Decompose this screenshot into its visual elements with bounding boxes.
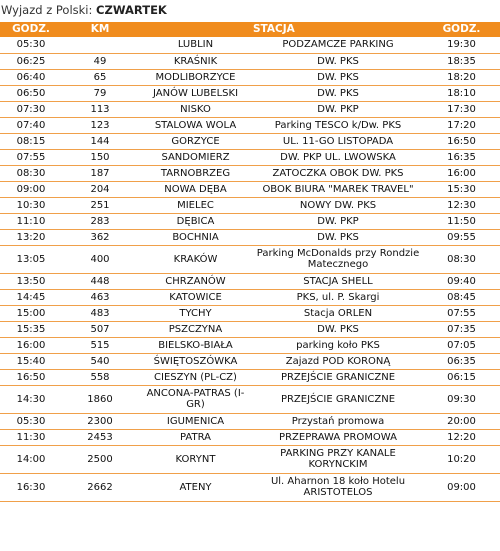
table-row xyxy=(0,353,500,369)
distance-km: 463 xyxy=(62,289,138,305)
return-time: 17:30 xyxy=(423,101,500,117)
station-name: DW. PKP UL. LWOWSKA xyxy=(253,149,423,165)
table-row xyxy=(0,321,500,337)
return-time: 20:00 xyxy=(423,413,500,429)
city-name: MIELEC xyxy=(138,197,253,213)
distance-km: 558 xyxy=(62,369,138,385)
city-name: IGUMENICA xyxy=(138,413,253,429)
station-name: PARKING PRZY KANALE KORYNCKIM xyxy=(253,445,423,473)
table-header xyxy=(0,22,500,37)
distance-km: 515 xyxy=(62,337,138,353)
schedule-table xyxy=(0,22,500,502)
city-name: KRAKÓW xyxy=(138,245,253,273)
title-prefix: Wyjazd z Polski: xyxy=(1,3,93,17)
col-header-city xyxy=(138,22,253,37)
station-name: Zajazd POD KORONĄ xyxy=(253,353,423,369)
distance-km: 362 xyxy=(62,229,138,245)
return-time: 08:45 xyxy=(423,289,500,305)
table-row xyxy=(0,337,500,353)
return-time: 18:20 xyxy=(423,69,500,85)
station-name: ZATOCZKA OBOK DW. PKS xyxy=(253,165,423,181)
table-row xyxy=(0,37,500,53)
city-name: MODLIBORZYCE xyxy=(138,69,253,85)
departure-time: 07:30 xyxy=(0,101,62,117)
station-name: PRZEJŚCIE GRANICZNE xyxy=(253,369,423,385)
city-name: LUBLIN xyxy=(138,37,253,53)
distance-km: 79 xyxy=(62,85,138,101)
departure-time: 11:30 xyxy=(0,429,62,445)
distance-km: 251 xyxy=(62,197,138,213)
distance-km: 1860 xyxy=(62,385,138,413)
station-name: UL. 11-GO LISTOPADA xyxy=(253,133,423,149)
return-time: 07:55 xyxy=(423,305,500,321)
return-time: 09:00 xyxy=(423,473,500,501)
col-header-return: GODZ. xyxy=(423,22,500,37)
return-time: 11:50 xyxy=(423,213,500,229)
table-row xyxy=(0,53,500,69)
distance-km: 49 xyxy=(62,53,138,69)
table-row xyxy=(0,413,500,429)
station-name: PKS, ul. P. Skargi xyxy=(253,289,423,305)
distance-km: 123 xyxy=(62,117,138,133)
departure-time: 13:50 xyxy=(0,273,62,289)
return-time: 08:30 xyxy=(423,245,500,273)
city-name: TYCHY xyxy=(138,305,253,321)
departure-time: 14:45 xyxy=(0,289,62,305)
table-row xyxy=(0,445,500,473)
return-time: 12:20 xyxy=(423,429,500,445)
table-row xyxy=(0,101,500,117)
station-name: DW. PKS xyxy=(253,85,423,101)
distance-km: 2453 xyxy=(62,429,138,445)
table-row xyxy=(0,181,500,197)
distance-km: 65 xyxy=(62,69,138,85)
return-time: 18:10 xyxy=(423,85,500,101)
table-row xyxy=(0,197,500,213)
station-name: parking koło PKS xyxy=(253,337,423,353)
station-name: Przystań promowa xyxy=(253,413,423,429)
distance-km: 483 xyxy=(62,305,138,321)
station-name: PODZAMCZE PARKING xyxy=(253,37,423,53)
departure-time: 05:30 xyxy=(0,37,62,53)
station-name: DW. PKS xyxy=(253,69,423,85)
departure-time: 13:20 xyxy=(0,229,62,245)
departure-time: 10:30 xyxy=(0,197,62,213)
departure-time: 07:55 xyxy=(0,149,62,165)
station-name: DW. PKS xyxy=(253,229,423,245)
station-name: Parking McDonalds przy Rondzie Matecznego xyxy=(253,245,423,273)
departure-time: 08:15 xyxy=(0,133,62,149)
table-row xyxy=(0,245,500,273)
city-name: DĘBICA xyxy=(138,213,253,229)
table-row xyxy=(0,289,500,305)
station-name: NOWY DW. PKS xyxy=(253,197,423,213)
city-name: ANCONA-PATRAS (I-GR) xyxy=(138,385,253,413)
distance-km: 2500 xyxy=(62,445,138,473)
table-row xyxy=(0,165,500,181)
departure-time: 06:40 xyxy=(0,69,62,85)
city-name: KRAŚNIK xyxy=(138,53,253,69)
city-name: BIELSKO-BIAŁA xyxy=(138,337,253,353)
station-name: DW. PKS xyxy=(253,53,423,69)
table-row xyxy=(0,305,500,321)
departure-time: 06:50 xyxy=(0,85,62,101)
distance-km: 187 xyxy=(62,165,138,181)
table-row xyxy=(0,133,500,149)
distance-km: 204 xyxy=(62,181,138,197)
city-name: JANÓW LUBELSKI xyxy=(138,85,253,101)
table-row xyxy=(0,273,500,289)
return-time: 19:30 xyxy=(423,37,500,53)
distance-km: 2662 xyxy=(62,473,138,501)
distance-km: 144 xyxy=(62,133,138,149)
return-time: 07:05 xyxy=(423,337,500,353)
return-time: 18:35 xyxy=(423,53,500,69)
table-row xyxy=(0,369,500,385)
departure-time: 16:50 xyxy=(0,369,62,385)
station-name: PRZEPRAWA PROMOWA xyxy=(253,429,423,445)
return-time: 16:00 xyxy=(423,165,500,181)
station-name: DW. PKP xyxy=(253,213,423,229)
return-time: 15:30 xyxy=(423,181,500,197)
distance-km xyxy=(62,37,138,53)
col-header-departure: GODZ. xyxy=(0,22,62,37)
city-name: PSZCZYNA xyxy=(138,321,253,337)
departure-time: 09:00 xyxy=(0,181,62,197)
city-name: ŚWIĘTOSZÓWKA xyxy=(138,353,253,369)
distance-km: 400 xyxy=(62,245,138,273)
table-row xyxy=(0,213,500,229)
departure-time: 08:30 xyxy=(0,165,62,181)
return-time: 09:30 xyxy=(423,385,500,413)
departure-time: 06:25 xyxy=(0,53,62,69)
title-day: CZWARTEK xyxy=(96,3,167,17)
distance-km: 448 xyxy=(62,273,138,289)
distance-km: 113 xyxy=(62,101,138,117)
station-name: Parking TESCO k/Dw. PKS xyxy=(253,117,423,133)
city-name: CIESZYN (PL-CZ) xyxy=(138,369,253,385)
return-time: 06:15 xyxy=(423,369,500,385)
col-header-station: STACJA xyxy=(253,22,423,37)
departure-time: 07:40 xyxy=(0,117,62,133)
distance-km: 150 xyxy=(62,149,138,165)
city-name: NOWA DĘBA xyxy=(138,181,253,197)
departure-time: 15:00 xyxy=(0,305,62,321)
city-name: SANDOMIERZ xyxy=(138,149,253,165)
departure-time: 11:10 xyxy=(0,213,62,229)
departure-time: 15:35 xyxy=(0,321,62,337)
departure-time: 14:30 xyxy=(0,385,62,413)
departure-time: 16:00 xyxy=(0,337,62,353)
page-title xyxy=(0,0,500,22)
return-time: 10:20 xyxy=(423,445,500,473)
table-row xyxy=(0,149,500,165)
return-time: 07:35 xyxy=(423,321,500,337)
city-name: BOCHNIA xyxy=(138,229,253,245)
table-row xyxy=(0,473,500,501)
col-header-km: KM xyxy=(62,22,138,37)
city-name: STALOWA WOLA xyxy=(138,117,253,133)
departure-time: 15:40 xyxy=(0,353,62,369)
distance-km: 283 xyxy=(62,213,138,229)
city-name: NISKO xyxy=(138,101,253,117)
table-row xyxy=(0,429,500,445)
station-name: Stacja ORLEN xyxy=(253,305,423,321)
distance-km: 507 xyxy=(62,321,138,337)
city-name: KATOWICE xyxy=(138,289,253,305)
return-time: 17:20 xyxy=(423,117,500,133)
city-name: TARNOBRZEG xyxy=(138,165,253,181)
return-time: 16:35 xyxy=(423,149,500,165)
departure-time: 13:05 xyxy=(0,245,62,273)
return-time: 12:30 xyxy=(423,197,500,213)
return-time: 09:55 xyxy=(423,229,500,245)
city-name: PATRA xyxy=(138,429,253,445)
table-row xyxy=(0,385,500,413)
station-name: DW. PKP xyxy=(253,101,423,117)
table-row xyxy=(0,117,500,133)
distance-km: 2300 xyxy=(62,413,138,429)
departure-time: 14:00 xyxy=(0,445,62,473)
distance-km: 540 xyxy=(62,353,138,369)
table-body xyxy=(0,37,500,501)
station-name: PRZEJŚCIE GRANICZNE xyxy=(253,385,423,413)
table-row xyxy=(0,229,500,245)
station-name: STACJA SHELL xyxy=(253,273,423,289)
table-row xyxy=(0,85,500,101)
city-name: KORYNT xyxy=(138,445,253,473)
city-name: CHRZANÓW xyxy=(138,273,253,289)
city-name: ATENY xyxy=(138,473,253,501)
return-time: 06:35 xyxy=(423,353,500,369)
station-name: Ul. Aharnon 18 koło Hotelu ARISTOTELOS xyxy=(253,473,423,501)
return-time: 16:50 xyxy=(423,133,500,149)
city-name: GORZYCE xyxy=(138,133,253,149)
return-time: 09:40 xyxy=(423,273,500,289)
station-name: DW. PKS xyxy=(253,321,423,337)
departure-time: 05:30 xyxy=(0,413,62,429)
station-name: OBOK BIURA "MAREK TRAVEL" xyxy=(253,181,423,197)
table-row xyxy=(0,69,500,85)
departure-time: 16:30 xyxy=(0,473,62,501)
